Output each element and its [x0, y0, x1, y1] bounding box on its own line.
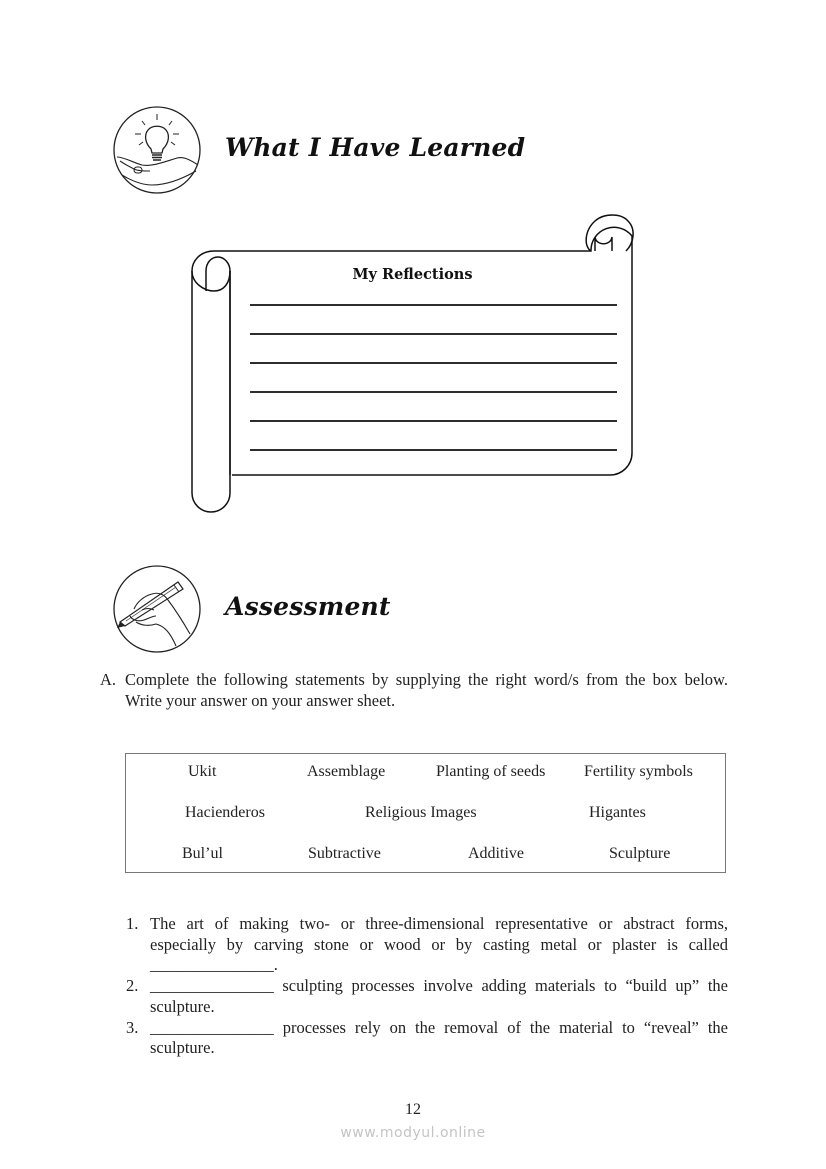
lightbulb-hand-icon: [112, 105, 202, 195]
instructions-text: Complete the following statements by supplying the right word/s from the box below. Write your answer on your answer sheet.: [125, 670, 728, 710]
word-bank-item: Hacienderos: [185, 804, 265, 821]
section-title-assessment: Assessment: [225, 592, 391, 621]
word-bank-item: Higantes: [589, 804, 646, 821]
reflections-scroll: [186, 207, 641, 517]
instructions: [100, 669, 728, 711]
word-bank-item: Planting of seeds: [436, 763, 546, 780]
question-text: _______________ sculpting processes involve adding materials to “build up” the sculpture.: [150, 976, 728, 1016]
word-bank-item: Bul’ul: [182, 845, 223, 862]
reflection-lines: [250, 305, 617, 450]
word-bank-box: [125, 753, 726, 873]
question-number: 1.: [126, 914, 139, 933]
hand-writing-pencil-icon: [112, 564, 202, 654]
word-bank-item: Sculpture: [609, 845, 671, 862]
question-item: [126, 1018, 728, 1059]
word-bank-item: Subtractive: [308, 845, 381, 862]
question-number: 2.: [126, 976, 139, 996]
watermark: www.modyul.online: [340, 1125, 486, 1141]
page-number: 12: [405, 1101, 421, 1118]
reflections-title: My Reflections: [352, 266, 473, 283]
question-text: The art of making two- or three-dimensional representative or abstract forms, especially by carving stone or wood or by casting metal or plaster is called _______________.: [150, 914, 728, 975]
word-bank-item: Fertility symbols: [584, 763, 693, 780]
word-bank-item: Religious Images: [365, 804, 477, 821]
question-item: [126, 976, 728, 1017]
question-number: 3.: [126, 1017, 139, 1037]
section-title-learned: What I Have Learned: [225, 133, 526, 162]
word-bank-item: Additive: [468, 845, 524, 862]
question-list: [126, 914, 728, 1059]
question-item: [126, 914, 728, 976]
instructions-label: A.: [100, 670, 117, 689]
word-bank-item: Ukit: [188, 763, 217, 780]
word-bank-item: Assemblage: [307, 763, 386, 780]
question-text: _______________ processes rely on the removal of the material to “reveal” the sculpture.: [150, 1017, 728, 1058]
